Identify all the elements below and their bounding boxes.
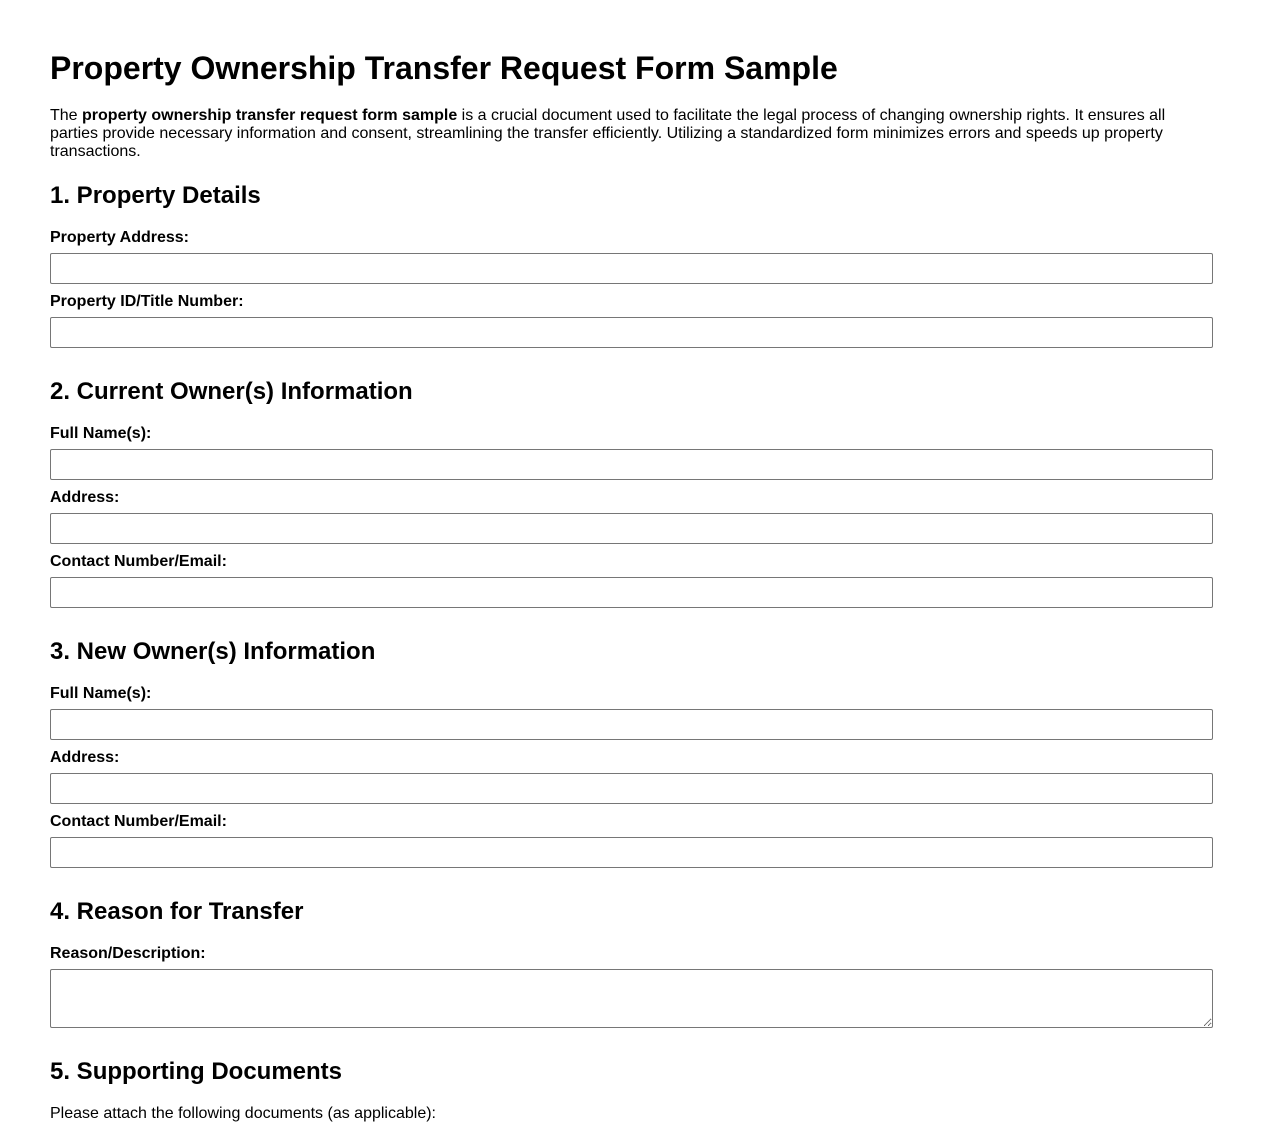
new-owner-name-input[interactable]: [50, 709, 1213, 740]
section-heading: 5. Supporting Documents: [50, 1058, 343, 1085]
supporting-documents-note: Please attach the following documents (as applicable):: [50, 1105, 436, 1122]
current-owner-contact-label: Contact Number/Email:: [50, 553, 227, 570]
section-heading: 2. Current Owner(s) Information: [50, 378, 413, 405]
section-supporting-documents: [50, 1058, 1213, 1123]
section-new-owner: [50, 638, 1213, 868]
current-owner-name-label: Full Name(s):: [50, 425, 152, 442]
intro-prefix: The: [50, 107, 83, 124]
section-reason: [50, 898, 1213, 1028]
current-owner-contact-input[interactable]: [50, 577, 1213, 608]
reason-label: Reason/Description:: [50, 945, 206, 962]
reason-textarea[interactable]: [50, 969, 1213, 1028]
section-heading: 3. New Owner(s) Information: [50, 638, 376, 665]
current-owner-address-label: Address:: [50, 489, 120, 506]
new-owner-contact-input[interactable]: [50, 837, 1213, 868]
current-owner-name-input[interactable]: [50, 449, 1213, 480]
property-id-label: Property ID/Title Number:: [50, 293, 244, 310]
section-property-details: [50, 182, 1213, 348]
section-heading: 1. Property Details: [50, 182, 261, 209]
section-current-owner: [50, 378, 1213, 608]
intro-paragraph: [50, 107, 1213, 161]
new-owner-address-input[interactable]: [50, 773, 1213, 804]
new-owner-address-label: Address:: [50, 749, 120, 766]
property-address-label: Property Address:: [50, 229, 189, 246]
new-owner-contact-label: Contact Number/Email:: [50, 813, 227, 830]
intro-bold: property ownership transfer request form sample: [82, 107, 458, 124]
page-title: Property Ownership Transfer Request Form Sample: [50, 50, 838, 86]
section-heading: 4. Reason for Transfer: [50, 898, 304, 925]
current-owner-address-input[interactable]: [50, 513, 1213, 544]
property-address-input[interactable]: [50, 253, 1213, 284]
new-owner-name-label: Full Name(s):: [50, 685, 152, 702]
intro-suffix: is a crucial document used to facilitate the legal process of changing ownership rights. It ensures all parties provide necessary information and consent, streamlining the transfer efficiently. Utilizing a standardized form minimizes errors and speeds up property transactions.: [50, 107, 1166, 160]
property-id-input[interactable]: [50, 317, 1213, 348]
